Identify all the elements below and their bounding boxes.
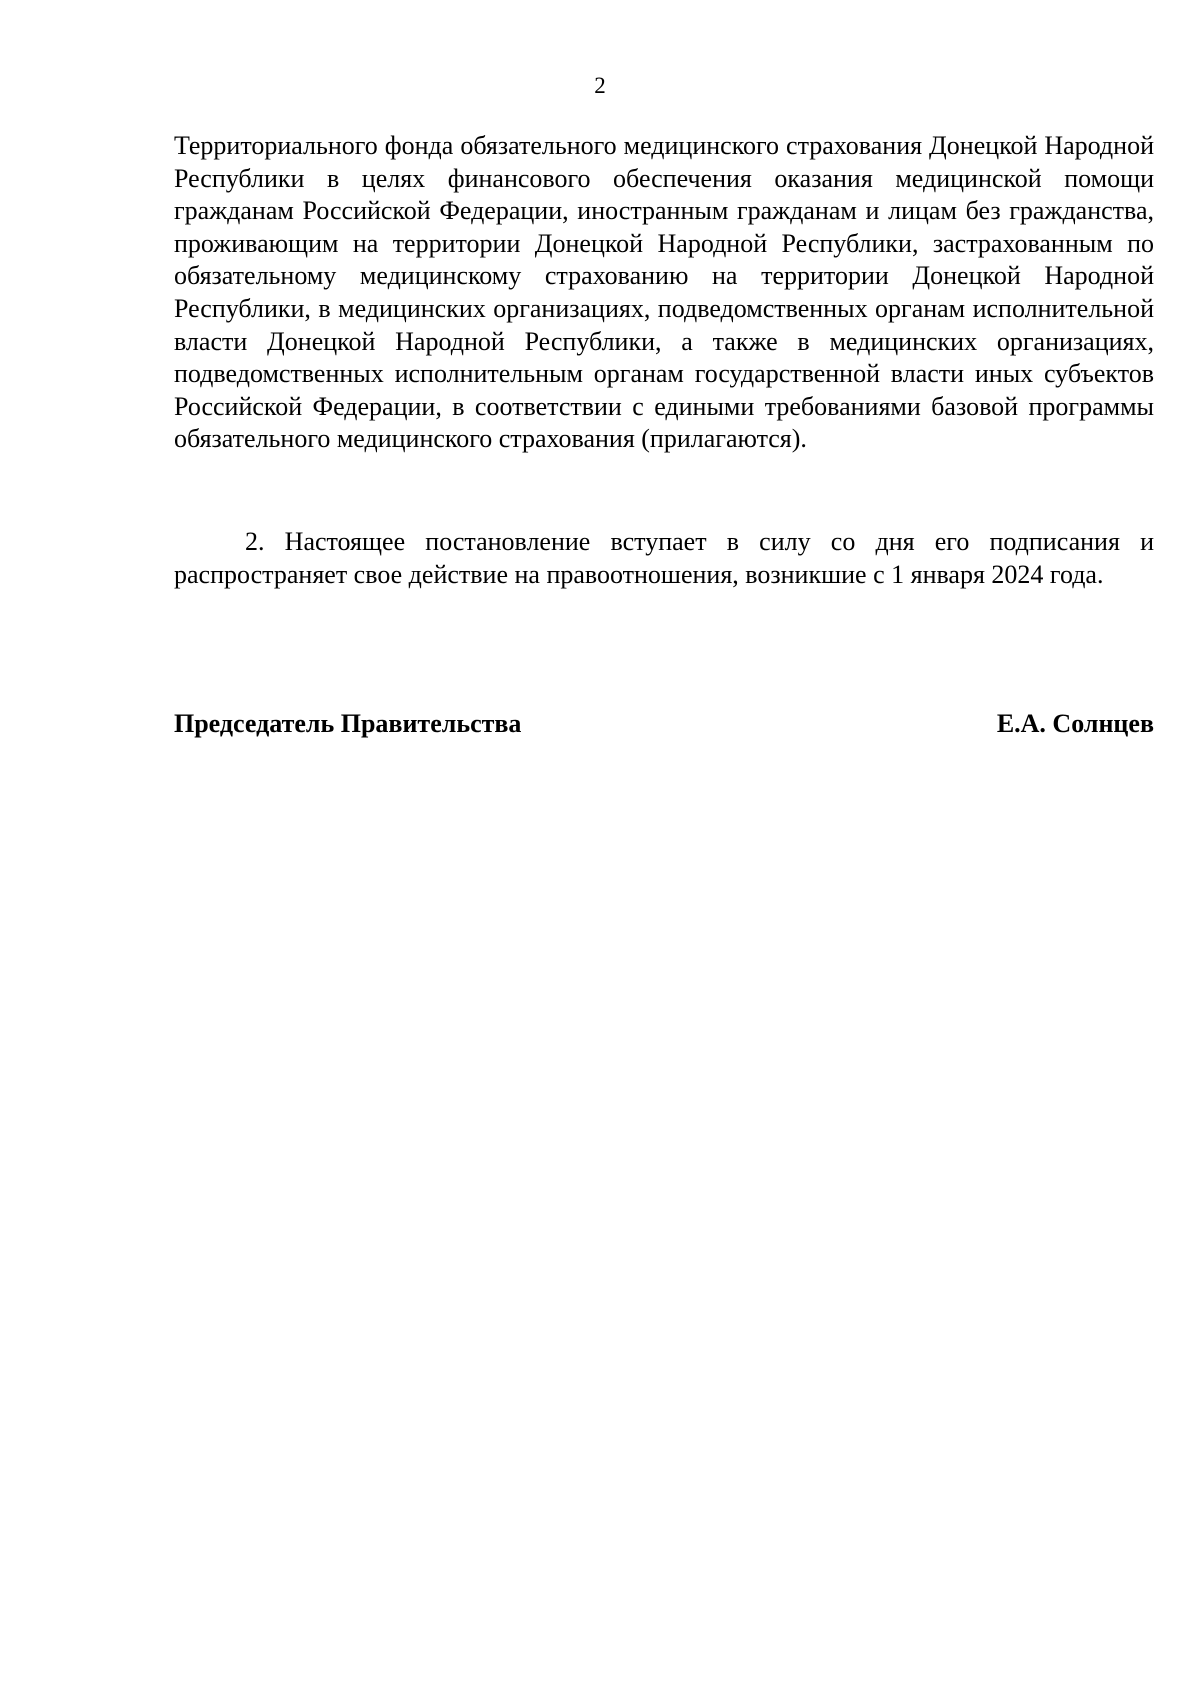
paragraph-2: 2. Настоящее постановление вступает в силу со дня его подписания и распространяет свое действие на правоотношения, возникшие с 1 января 2024 года. (174, 527, 1154, 589)
paragraph-1: Территориального фонда обязательного медицинского страхования Донецкой Народной Республики в целях финансового обеспечения оказания медицинской помощи гражданам Российской Федерации, иностранным гражданам и лицам без гражданства, проживающим на территории Донецкой Народной Республики, застрахованным по обязательному медицинскому страхованию на территории Донецкой Народной Республики, в медицинских организациях, подведомственных органам исполнительной власти Донецкой Народной Республики, а также в медицинских организациях, подведомственных исполнительным органам государственной власти иных субъектов Российской Федерации, в соответствии с едиными требованиями базовой программы обязательного медицинского страхования (прилагаются). (174, 131, 1154, 454)
page-number: 2 (594, 73, 606, 98)
signatory-position: Председатель Правительства (174, 709, 522, 738)
signature-block (174, 708, 1154, 740)
signatory-name: Е.А. Солнцев (996, 709, 1154, 738)
